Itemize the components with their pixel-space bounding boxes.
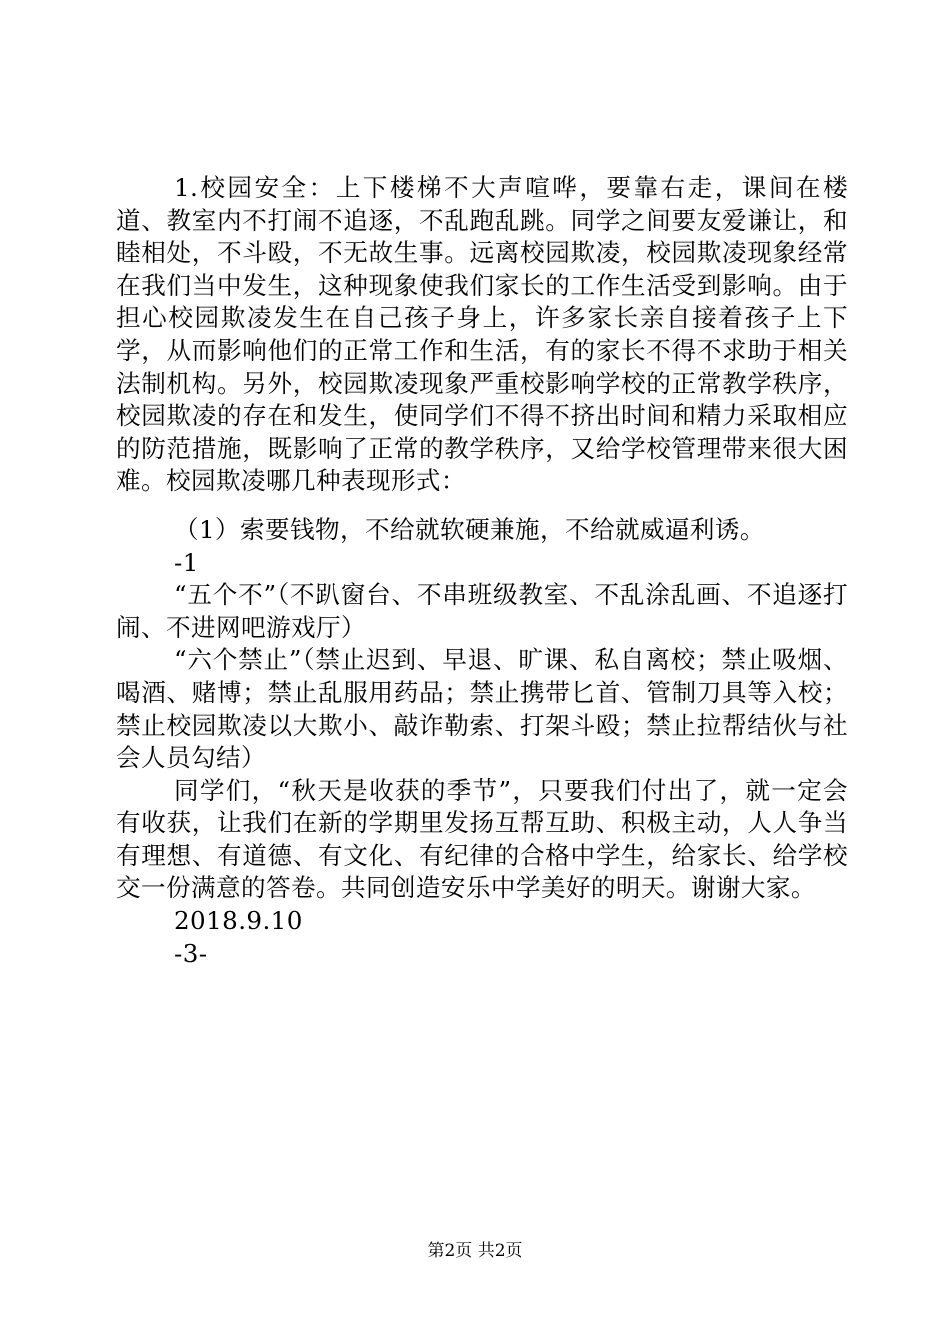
page-number-marker: -3- [174,938,208,968]
paragraph-six-prohibitions: “六个禁止”（禁止迟到、早退、旷课、私自离校；禁止吸烟、喝酒、赌博；禁止乱服用药品；禁止携带匕首、管制刀具等入校；禁止校园欺凌以大欺小、敲诈勒索、打架斗殴；禁止拉帮结伙与社会人员勾结） [116,645,848,773]
paragraph-campus-safety: 1.校园安全：上下楼梯不大声喧哗，要靠右走，课间在楼道、教室内不打闹不追逐，不乱跑乱跳。同学之间要友爱谦让，和睦相处，不斗殴，不无故生事。远离校园欺凌，校园欺凌现象经常在我们当中发生，这种现象使我们家长的工作生活受到影响。由于担心校园欺凌发生在自己孩子身上，许多家长亲自接着孩子上下学，从而影响他们的正常工作和生活，有的家长不得不求助于相关法制机构。另外，校园欺凌现象严重校影响学校的正常教学秩序，校园欺凌的存在和发生，使同学们不得不挤出时间和精力采取相应的防范措施，既影响了正常的教学秩序，又给学校管理带来很大困难。校园欺凌哪几种表现形式： [116,173,848,496]
paragraph-bullying-item-1: （1）索要钱物，不给就软硬兼施，不给就威逼利诱。 [174,514,765,544]
paragraph-five-nots: “五个不”（不趴窗台、不串班级教室、不乱涂乱画、不追逐打闹、不进网吧游戏厅） [116,580,848,642]
page-footer: 第2页 共2页 [427,1241,523,1261]
page-marker: -1 [174,547,199,577]
document-body [116,172,848,970]
document-date: 2018.9.10 [174,906,303,936]
paragraph-closing: 同学们，“秋天是收获的季节”，只要我们付出了，就一定会有收获，让我们在新的学期里发扬互帮互助、积极主动，人人争当有理想、有道德、有文化、有纪律的合格中学生，给家长、给学校交一份满意的答卷。共同创造安乐中学美好的明天。谢谢大家。 [116,775,848,903]
